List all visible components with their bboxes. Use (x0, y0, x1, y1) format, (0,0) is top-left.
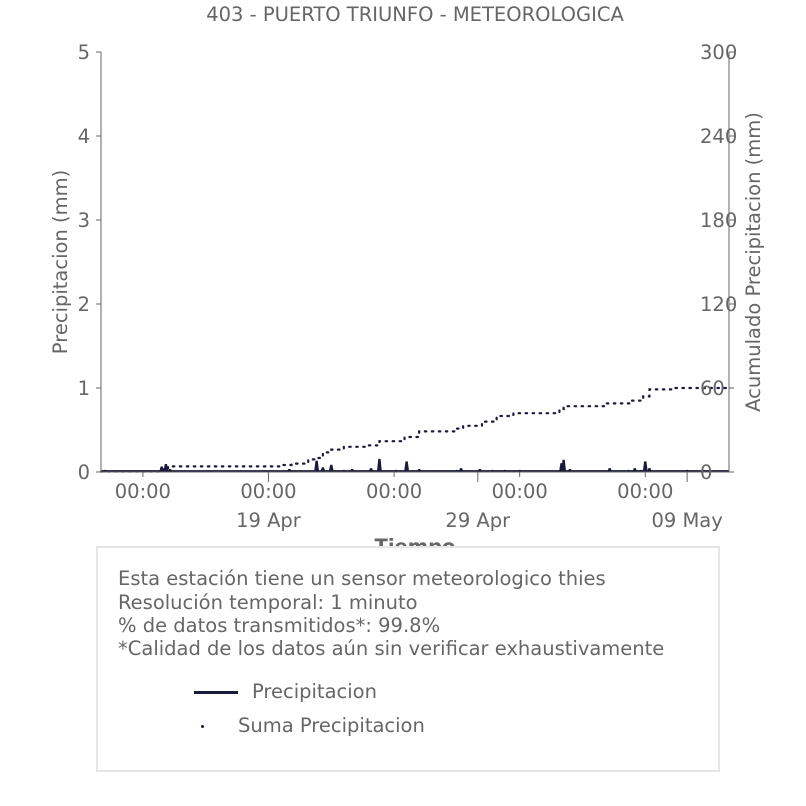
info-box (96, 546, 720, 772)
x-date-tick-label: 19 Apr (236, 509, 301, 532)
precip-spike (459, 469, 463, 472)
legend-label-suma: Suma Precipitacion (238, 714, 425, 737)
legend-line-swatch (194, 691, 238, 694)
precip-spike (562, 460, 566, 472)
precip-spike (643, 462, 647, 472)
info-sensor-text: Esta estación tiene un sensor meteorologico thies (118, 567, 606, 590)
y-tick-label: 4 (77, 125, 90, 148)
x-major-tick-label: 00:00 (240, 480, 297, 503)
y-tick-label: 0 (77, 461, 90, 484)
precip-spike (633, 469, 637, 472)
y2-tick-label: 60 (700, 377, 725, 400)
info-quality-note: *Calidad de los datos aún sin verificar exhaustivamente (118, 637, 665, 660)
left-y-axis (78, 41, 101, 484)
y2-tick-label: 240 (700, 125, 738, 148)
precip-spike (608, 469, 612, 472)
precip-spike (405, 462, 409, 472)
cumulative-precip-line (101, 388, 729, 472)
y2-tick-label: 300 (700, 41, 738, 64)
precip-spike (329, 465, 333, 472)
x-major-tick-label: 00:00 (365, 480, 423, 503)
precip-spike (164, 464, 168, 472)
legend-label-precipitacion: Precipitacion (252, 680, 377, 703)
y-tick-label: 2 (77, 293, 90, 316)
info-resolution-text: Resolución temporal: 1 minuto (118, 591, 418, 614)
precip-spike (315, 461, 319, 472)
y2-tick-label: 120 (700, 293, 738, 316)
right-y-axis (700, 41, 737, 484)
y-tick-label: 1 (77, 377, 90, 400)
x-major-tick-label: 00:00 (617, 480, 674, 503)
y-tick-label: 3 (77, 209, 90, 232)
precip-spike (369, 469, 373, 472)
precip-spike (321, 468, 325, 472)
precip-spike (160, 467, 164, 472)
chart-title: 403 - PUERTO TRIUNFO - METEOROLOGICA (206, 3, 624, 26)
plot-area (101, 388, 729, 472)
y2-tick-label: 0 (700, 461, 713, 484)
y2-axis-label: Acumulado Precipitacion (mm) (742, 112, 765, 412)
precip-spike (647, 469, 651, 472)
y-tick-label: 5 (77, 41, 90, 64)
y2-tick-label: 180 (700, 209, 738, 232)
legend-dot-swatch (201, 725, 204, 728)
x-major-tick-label: 00:00 (491, 480, 548, 503)
y-axis-label: Precipitacion (mm) (49, 169, 72, 355)
info-transmitted-text: % de datos transmitidos*: 99.8% (118, 614, 441, 637)
x-major-tick-label: 00:00 (114, 480, 171, 503)
x-axis (101, 472, 729, 532)
x-date-tick-label: 29 Apr (445, 509, 511, 532)
x-date-tick-label: 09 May (651, 509, 723, 532)
precip-spike (377, 459, 381, 472)
